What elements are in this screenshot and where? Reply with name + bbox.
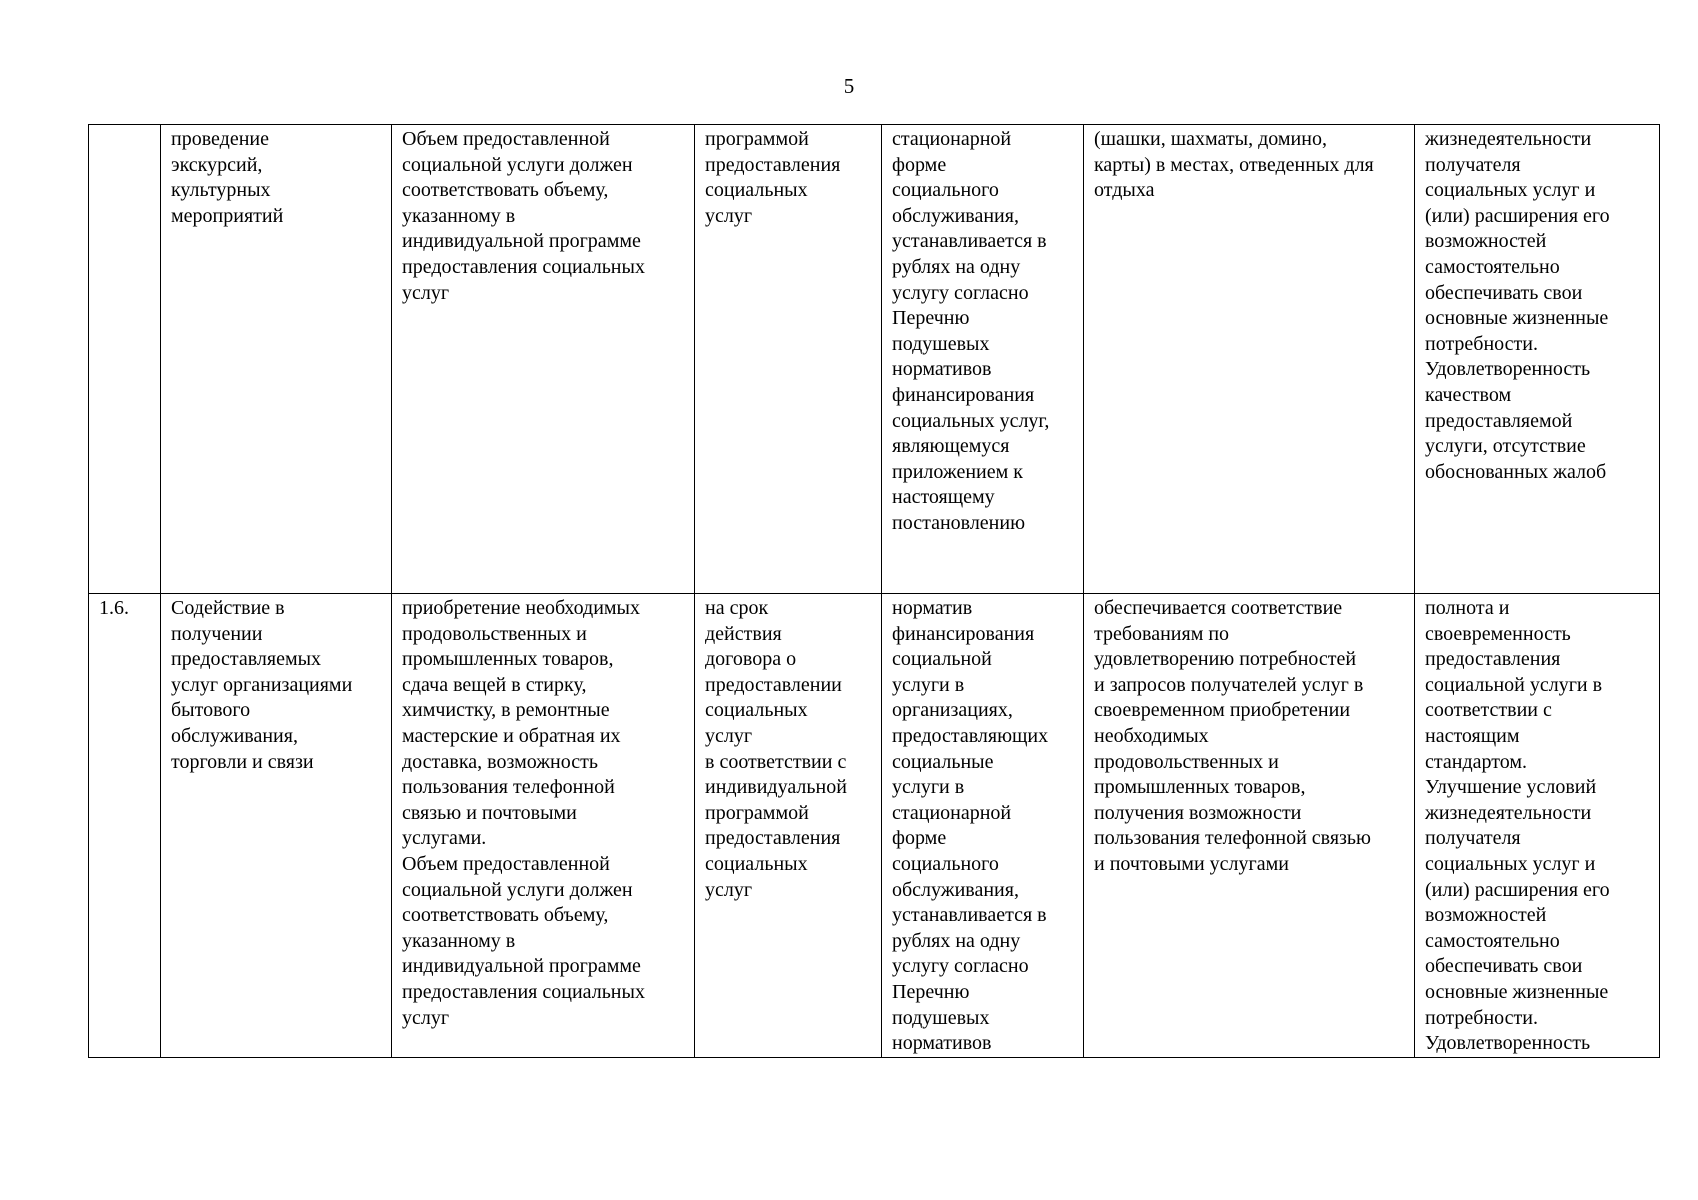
cell-service-name: Содействие в получении предоставляемых услуг организациями бытового обслуживания, торговли и связи <box>161 594 392 1058</box>
cell-number <box>89 125 161 594</box>
cell-financing-norm: стационарной форме социального обслуживания, устанавливается в рублях на одну услугу согласно Перечню подушевых нормативов финансирования социальных услуг, являющемуся приложением к настоящему постановлению <box>882 125 1084 594</box>
cell-service-term: на срок действия договора о предоставлении социальных услуг в соответствии с индивидуальной программой предоставления социальных услуг <box>695 594 882 1058</box>
table-row <box>89 594 1660 1058</box>
page-number: 5 <box>843 74 855 98</box>
services-table <box>88 124 1660 1058</box>
cell-service-name: проведение экскурсий, культурных мероприятий <box>161 125 392 594</box>
cell-number: 1.6. <box>89 594 161 1058</box>
cell-service-term: программой предоставления социальных услуг <box>695 125 882 594</box>
cell-financing-norm: норматив финансирования социальной услуги в организациях, предоставляющих социальные услуги в стационарной форме социального обслуживания, устанавливается в рублях на одну услугу согласно Перечню подушевых нормативов <box>882 594 1084 1058</box>
cell-quality: полнота и своевременность предоставления социальной услуги в соответствии с настоящим стандартом. Улучшение условий жизнедеятельности получателя социальных услуг и (или) расширения его возможностей самостоятельно обеспечивать свои основные жизненные потребности. Удовлетворенность <box>1415 594 1660 1058</box>
cell-conditions: (шашки, шахматы, домино, карты) в местах, отведенных для отдыха <box>1084 125 1415 594</box>
cell-service-content: Объем предоставленной социальной услуги должен соответствовать объему, указанному в индивидуальной программе предоставления социальных услуг <box>392 125 695 594</box>
cell-quality: жизнедеятельности получателя социальных услуг и (или) расширения его возможностей самостоятельно обеспечивать свои основные жизненные потребности. Удовлетворенность качеством предоставляемой услуги, отсутствие обоснованных жалоб <box>1415 125 1660 594</box>
cell-conditions: обеспечивается соответствие требованиям по удовлетворению потребностей и запросов получателей услуг в своевременном приобретении необходимых продовольственных и промышленных товаров, получения возможности пользования телефонной связью и почтовыми услугами <box>1084 594 1415 1058</box>
table-row <box>89 125 1660 594</box>
cell-service-content: приобретение необходимых продовольственных и промышленных товаров, сдача вещей в стирку, химчистку, в ремонтные мастерские и обратная их доставка, возможность пользования телефонной связью и почтовыми услугами. Объем предоставленной социальной услуги должен соответствовать объему, указанному в индивидуальной программе предоставления социальных услуг <box>392 594 695 1058</box>
